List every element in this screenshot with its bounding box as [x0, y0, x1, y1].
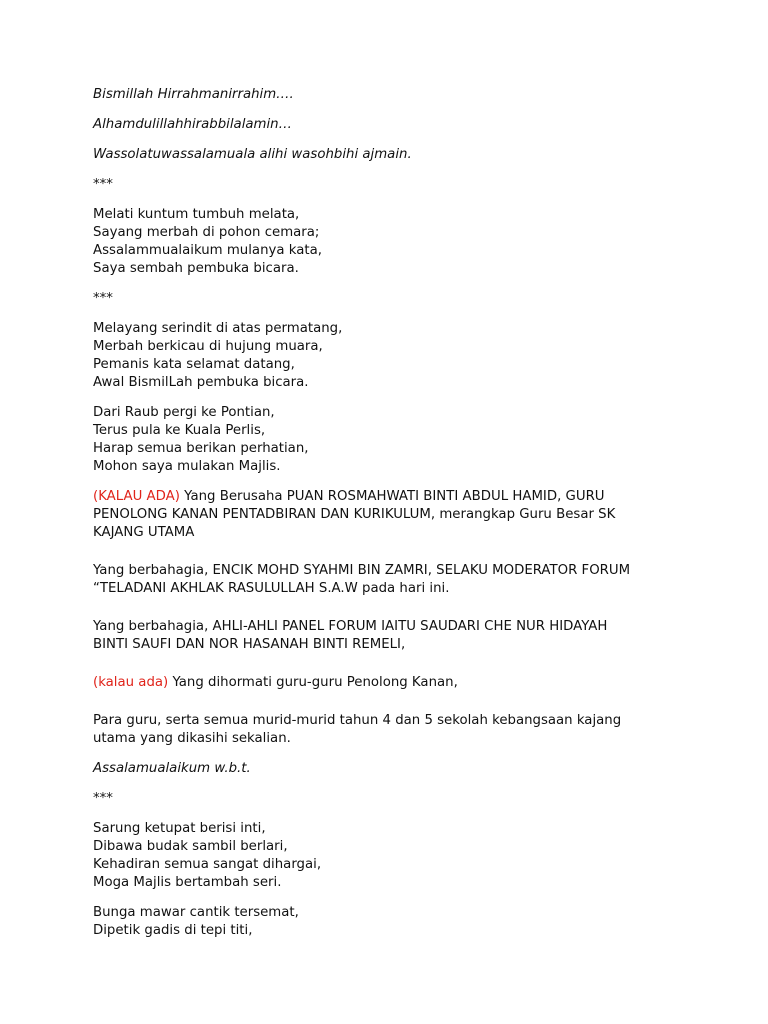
separator: ***: [93, 177, 113, 192]
pantun-line: Merbah berkicau di hujung muara,: [93, 339, 323, 354]
pantun-line: Terus pula ke Kuala Perlis,: [93, 423, 266, 438]
opening-selawat: Wassolatuwassalamuala alihi wasohbihi ajmain.: [93, 147, 412, 162]
greeting-panel: [93, 618, 733, 654]
greeting-line: Yang berbahagia, AHLI-AHLI PANEL FORUM IAITU SAUDARI CHE NUR HIDAYAH: [93, 619, 608, 634]
pantun-line: Awal BismilLah pembuka bicara.: [93, 375, 309, 390]
pantun-line: Saya sembah pembuka bicara.: [93, 261, 299, 276]
pantun-line: Assalammualaikum mulanya kata,: [93, 243, 322, 258]
pantun-2: [93, 320, 733, 392]
pantun-line: Melayang serindit di atas permatang,: [93, 321, 343, 336]
pantun-line: Melati kuntum tumbuh melata,: [93, 207, 300, 222]
pantun-line: Mohon saya mulakan Majlis.: [93, 459, 281, 474]
pantun-3: [93, 404, 733, 476]
greeting-moderator: [93, 562, 733, 598]
pantun-line: Dari Raub pergi ke Pontian,: [93, 405, 275, 420]
pantun-line: Harap semua berikan perhatian,: [93, 441, 309, 456]
separator: ***: [93, 791, 113, 806]
pantun-line: Sayang merbah di pohon cemara;: [93, 225, 320, 240]
greeting-line: [93, 674, 733, 692]
separator: ***: [93, 291, 113, 306]
pantun-line: Bunga mawar cantik tersemat,: [93, 905, 299, 920]
greeting-guru-murid: [93, 712, 733, 748]
pantun-line: Pemanis kata selamat datang,: [93, 357, 295, 372]
pantun-line: Sarung ketupat berisi inti,: [93, 821, 266, 836]
greeting-text: Yang dihormati guru-guru Penolong Kanan,: [172, 675, 458, 690]
greeting-line: “TELADANI AKHLAK RASULULLAH S.A.W pada hari ini.: [93, 581, 450, 596]
greeting-line: BINTI SAUFI DAN NOR HASANAH BINTI REMELI,: [93, 637, 406, 652]
greeting-line: KAJANG UTAMA: [93, 525, 195, 540]
pantun-1: [93, 206, 733, 278]
conditional-note: (kalau ada): [93, 675, 169, 690]
greeting-text: Yang Berusaha PUAN ROSMAHWATI BINTI ABDUL HAMID, GURU: [184, 489, 605, 504]
greeting-penolong-kanan: [93, 674, 733, 692]
opening-alhamdulillah: Alhamdulillahhirabbilalamin…: [93, 117, 292, 132]
greeting-line: PENOLONG KANAN PENTADBIRAN DAN KURIKULUM, merangkap Guru Besar SK: [93, 507, 616, 522]
greeting-line: utama yang dikasihi sekalian.: [93, 731, 291, 746]
conditional-note: (KALAU ADA): [93, 489, 180, 504]
pantun-line: Kehadiran semua sangat dihargai,: [93, 857, 322, 872]
pantun-4: [93, 820, 733, 892]
document-page: [93, 86, 733, 940]
opening-bismillah: Bismillah Hirrahmanirrahim….: [93, 87, 294, 102]
pantun-line: Moga Majlis bertambah seri.: [93, 875, 282, 890]
greeting-line: Para guru, serta semua murid-murid tahun 4 dan 5 sekolah kebangsaan kajang: [93, 713, 622, 728]
greeting-line: [93, 488, 733, 506]
pantun-line: Dibawa budak sambil berlari,: [93, 839, 288, 854]
salam: Assalamualaikum w.b.t.: [93, 761, 251, 776]
pantun-5: [93, 904, 733, 940]
greeting-line: Yang berbahagia, ENCIK MOHD SYAHMI BIN ZAMRI, SELAKU MODERATOR FORUM: [93, 563, 631, 578]
pantun-line: Dipetik gadis di tepi titi,: [93, 923, 253, 938]
greeting-guru-besar: [93, 488, 733, 542]
